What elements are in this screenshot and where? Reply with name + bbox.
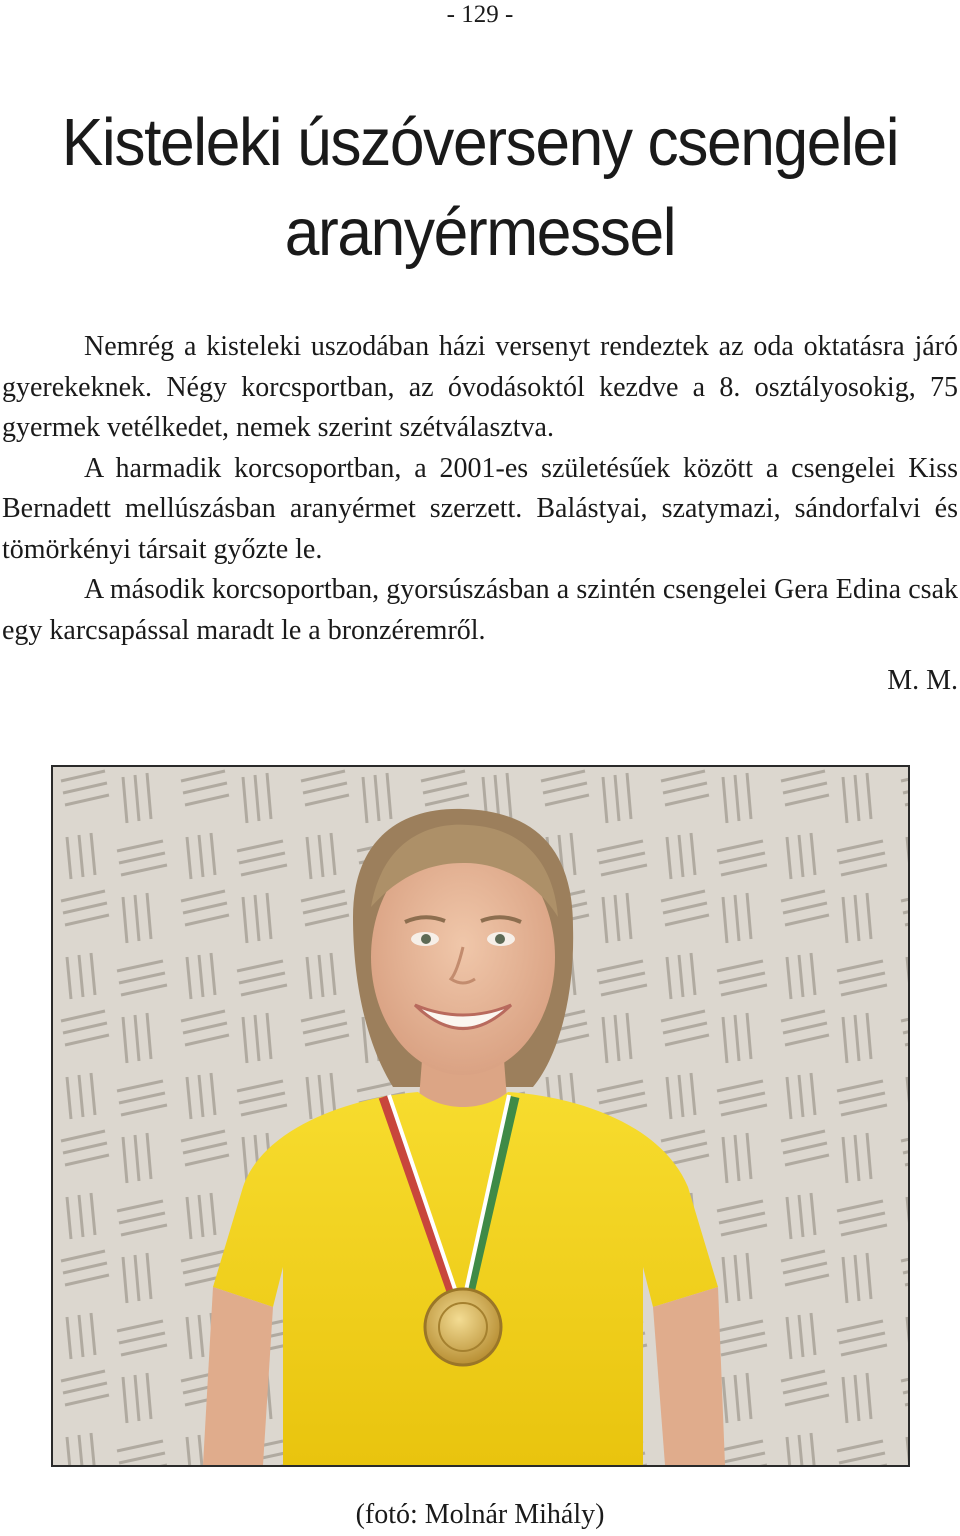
article-title [34, 98, 927, 278]
article-photo [51, 765, 910, 1467]
photo-caption: (fotó: Molnár Mihály) [355, 1499, 605, 1530]
article-paragraph-3: A második korcsoportban, gyorsúszásban a szintén csengelei Gera Edina csak egy karcsapással maradt le a bronzéremről. [2, 574, 958, 646]
gold-medal [425, 1289, 501, 1365]
article-title-line-1: Kisteleki úszóverseny csengelei [61, 105, 899, 180]
article-signature: M. M. [887, 665, 958, 696]
photo-illustration [53, 767, 908, 1465]
page-number: - 129 - [446, 1, 514, 28]
article-body [2, 327, 958, 702]
article-paragraph-2: A harmadik korcsoportban, a 2001-es születésűek között a csengelei Kiss Bernadett mellúszásban aranyérmet szerzett. Balástyai, szatymazi, sándorfalvi és tömörkényi társait győzte le. [2, 452, 958, 565]
article-paragraph-1: Nemrég a kisteleki uszodában házi versenyt rendeztek az oda oktatásra járó gyerekeknek. Négy korcsportban, az óvodásoktól kezdve a 8. osztályosokig, 75 gyermek vetélkedet, nemek szerint szétválasztva. [2, 331, 958, 443]
article-title-line-2: aranyérmessel [284, 195, 676, 270]
